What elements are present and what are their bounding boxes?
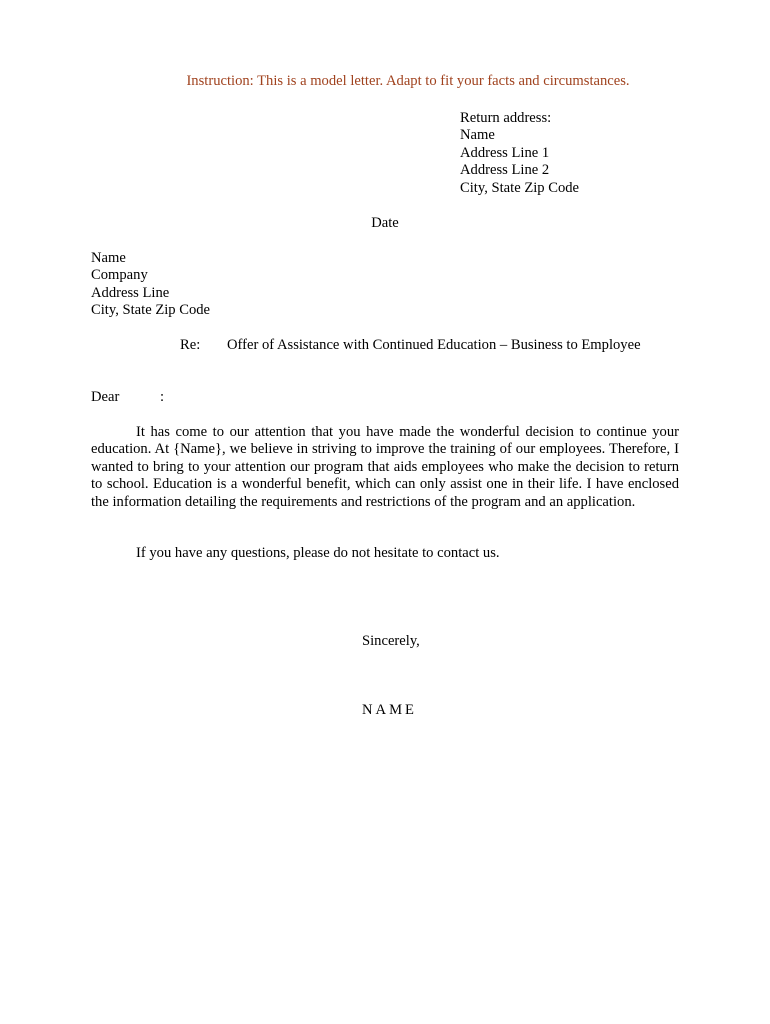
return-address-block xyxy=(460,110,579,197)
recipient-company: Company xyxy=(91,267,148,284)
re-subject: Offer of Assistance with Continued Education – Business to Employee xyxy=(227,337,641,353)
recipient-address-block xyxy=(91,250,210,320)
salutation-colon: : xyxy=(160,389,165,405)
return-address-label: Return address: xyxy=(460,110,552,126)
letter-date: Date xyxy=(371,215,399,231)
closing: Sincerely, xyxy=(362,633,420,649)
signature-name: NAME xyxy=(362,702,417,718)
recipient-address-line: Address Line xyxy=(91,284,170,301)
return-address-line2: Address Line 2 xyxy=(460,162,550,179)
re-label: Re: xyxy=(180,337,201,353)
salutation-dear: Dear xyxy=(91,389,120,405)
instruction-note: Instruction: This is a model letter. Adapt to fit your facts and circumstances. xyxy=(186,73,630,89)
return-address-line1: Address Line 1 xyxy=(460,144,550,161)
return-address-name: Name xyxy=(460,127,495,144)
return-address-city: City, State Zip Code xyxy=(460,179,580,196)
recipient-name: Name xyxy=(91,250,126,266)
body-paragraph-2: If you have any questions, please do not hesitate to contact us. xyxy=(136,545,500,561)
recipient-city: City, State Zip Code xyxy=(91,302,211,319)
body-paragraph-1: It has come to our attention that you have made the wonderful decision to continue your education. At {Name}, we believe in striving to improve the training of our employees. Therefore, I wanted to bring to your attention our program that aids employees who make the decision to return to school. Education is a wonderful benefit, which can only assist one in their life. I have enclosed the information detailing the requirements and restrictions of the program and an application. xyxy=(91,424,679,510)
